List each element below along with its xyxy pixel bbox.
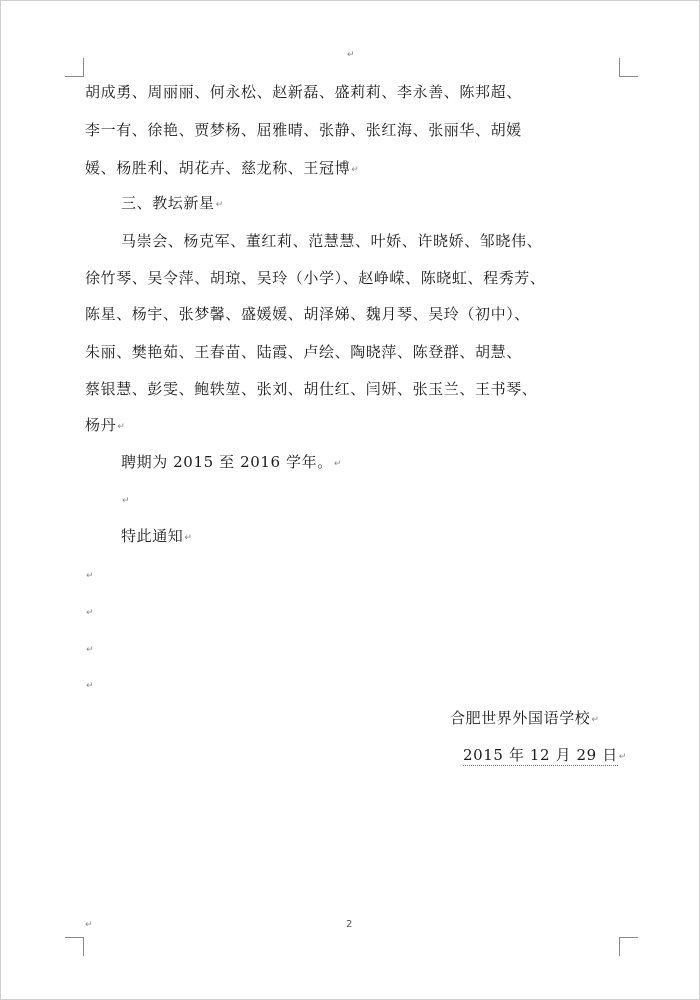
- list-line-text: 朱丽、樊艳茹、王春苗、陆霞、卢绘、陶晓萍、陈登群、胡慧、: [85, 343, 522, 361]
- list-line-text: 李一有、徐艳、贾梦杨、屈雅晴、张静、张红海、张丽华、胡媛: [85, 121, 522, 139]
- section-heading-text: 三、教坛新星: [121, 194, 215, 212]
- list-line: [85, 379, 537, 399]
- organization-name: 合肥世界外国语学校: [450, 709, 591, 727]
- signature-organization: [450, 708, 600, 728]
- paragraph-mark-icon: [351, 165, 359, 175]
- paragraph-mark-icon: [86, 608, 94, 618]
- empty-line: [121, 489, 130, 509]
- page-number: 2: [346, 919, 353, 930]
- list-line-text: 陈星、杨宇、张梦馨、盛媛媛、胡泽娣、魏月琴、吴玲（初中）、: [85, 305, 530, 323]
- list-line-text: 蔡银慧、彭雯、鲍轶堃、张刘、胡仕红、闫妍、张玉兰、王书琴、: [85, 380, 538, 398]
- term-statement-text: 聘期为 2015 至 2016 学年。: [121, 453, 333, 471]
- paragraph-mark-icon: [184, 533, 192, 543]
- list-line: [85, 342, 522, 362]
- paragraph-mark-icon: [619, 752, 627, 762]
- list-line: [85, 304, 530, 324]
- paragraph-mark-icon: [591, 715, 599, 725]
- empty-line: [85, 601, 94, 621]
- list-line: [85, 158, 359, 178]
- list-line: [85, 415, 125, 435]
- crop-mark-bottom-left: [65, 937, 84, 956]
- list-line-text: 马崇会、杨克军、董红莉、范慧慧、叶娇、许晓娇、邹晓伟、: [121, 232, 543, 250]
- empty-line: [85, 638, 94, 658]
- list-line-text: 胡成勇、周丽丽、何永松、赵新磊、盛莉莉、李永善、陈邦超、: [85, 83, 522, 101]
- date-text: 2015 年 12 月 29 日: [463, 746, 618, 764]
- closing-text: 特此通知: [121, 527, 184, 545]
- list-line: [85, 120, 522, 140]
- footer-paragraph-mark-icon: [85, 921, 93, 930]
- empty-line: [85, 564, 94, 584]
- closing-line: [121, 526, 193, 546]
- term-statement: [121, 452, 342, 472]
- paragraph-mark-icon: [117, 422, 125, 432]
- crop-mark-top-right: [619, 58, 638, 77]
- list-line-text: 媛、杨胜利、胡花卉、慈龙称、王冠博: [85, 159, 351, 177]
- paragraph-mark-icon: [86, 645, 94, 655]
- crop-mark-top-left: [65, 58, 84, 77]
- crop-mark-bottom-right: [619, 937, 638, 956]
- paragraph-mark-icon: [86, 571, 94, 581]
- paragraph-mark-icon: [86, 681, 94, 691]
- list-line: [121, 231, 542, 251]
- header-paragraph-mark-icon: [347, 51, 355, 60]
- list-line: [85, 82, 522, 102]
- signature-date: [463, 745, 627, 765]
- list-line-text: 杨丹: [85, 416, 117, 434]
- section-heading: [121, 193, 224, 213]
- list-line-text: 徐竹琴、吴令萍、胡琼、吴玲（小学）、赵峥嵘、陈晓虹、程秀芳、: [85, 269, 546, 287]
- empty-line: [85, 674, 94, 694]
- list-line: [85, 268, 546, 288]
- paragraph-mark-icon: [334, 459, 342, 469]
- paragraph-mark-icon: [122, 496, 130, 506]
- paragraph-mark-icon: [216, 200, 224, 210]
